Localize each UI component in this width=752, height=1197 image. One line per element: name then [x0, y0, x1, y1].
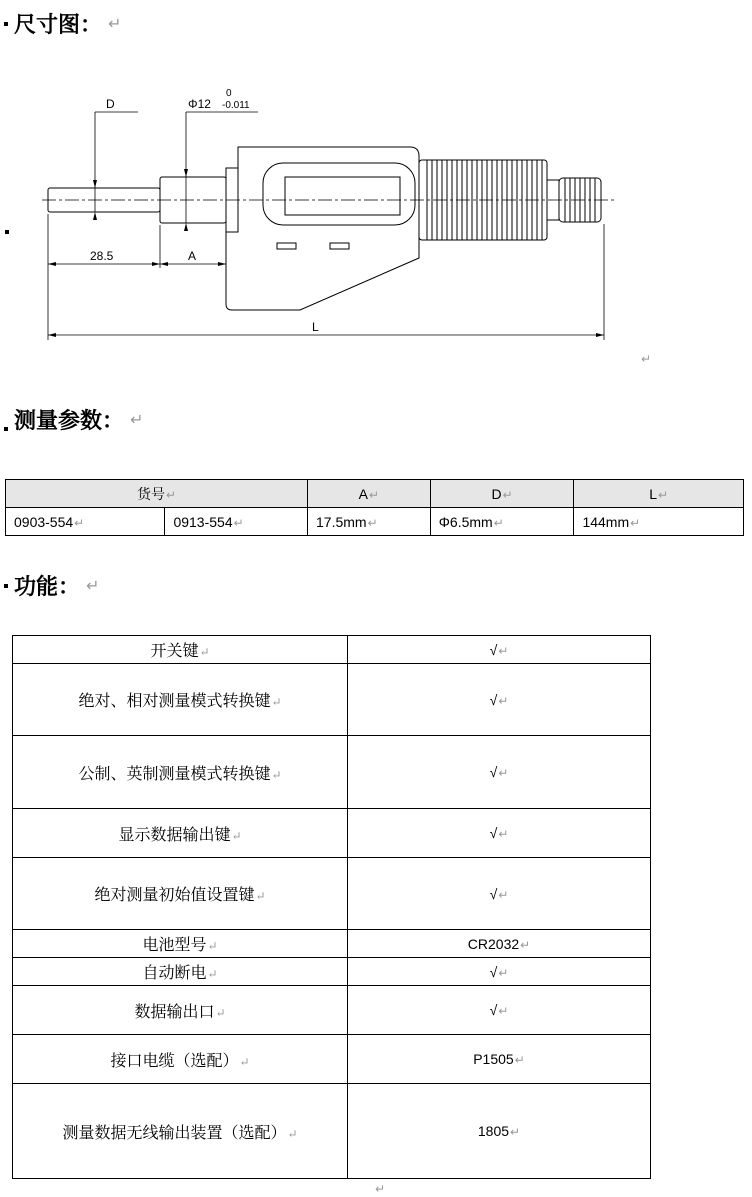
table-cell: 17.5mm↵ [308, 508, 431, 536]
features-heading [4, 570, 99, 601]
table-row [13, 809, 651, 858]
return-mark-icon: ↵ [108, 14, 122, 33]
button-shape [277, 243, 296, 249]
params-heading [4, 404, 143, 435]
return-mark-icon: ↵ [641, 352, 652, 366]
feature-value: √↵ [348, 858, 651, 930]
feature-value: √↵ [348, 636, 651, 664]
label-d: D [106, 97, 115, 111]
table-row [13, 636, 651, 664]
body-shape [226, 147, 419, 310]
feature-name: 数据输出口↵ [13, 986, 348, 1035]
label-phi: Φ12 [188, 97, 211, 111]
table-row [13, 1084, 651, 1179]
button-shape [330, 243, 349, 249]
bullet-icon [4, 22, 8, 26]
feature-name: 自动断电↵ [13, 958, 348, 986]
label-28-5: 28.5 [90, 249, 114, 263]
tolerance-lower: -0.011 [222, 100, 250, 111]
micrometer-drawing [0, 76, 752, 376]
feature-name: 开关键↵ [13, 636, 348, 664]
table-row [13, 930, 651, 958]
dimensions-title: 尺寸图： [14, 13, 103, 38]
params-title: 测量参数： [14, 409, 125, 434]
return-mark-icon: ↵ [375, 1182, 386, 1196]
bullet-icon [4, 584, 8, 588]
table-row [13, 664, 651, 736]
tolerance-upper: 0 [226, 88, 232, 99]
feature-name: 公制、英制测量模式转换键↵ [13, 736, 348, 809]
table-row [6, 508, 744, 536]
header-cell-l: L↵ [574, 480, 744, 508]
feature-name: 绝对测量初始值设置键↵ [13, 858, 348, 930]
table-row [13, 858, 651, 930]
table-row [13, 958, 651, 986]
feature-value: √↵ [348, 736, 651, 809]
dimensions-heading [4, 8, 121, 39]
table-row [13, 986, 651, 1035]
feature-value: √↵ [348, 958, 651, 986]
table-row [13, 1035, 651, 1084]
feature-name: 接口电缆（选配）↵ [13, 1035, 348, 1084]
feature-name: 绝对、相对测量模式转换键↵ [13, 664, 348, 736]
header-cell-item-no: 货号↵ [6, 480, 308, 508]
table-row [13, 736, 651, 809]
feature-value: √↵ [348, 809, 651, 858]
feature-value: √↵ [348, 664, 651, 736]
feature-value: P1505↵ [348, 1035, 651, 1084]
label-a: A [188, 249, 197, 263]
return-mark-icon: ↵ [86, 576, 100, 595]
table-cell: 0913-554↵ [165, 508, 308, 536]
feature-name: 显示数据输出键↵ [13, 809, 348, 858]
header-cell-a: A↵ [308, 480, 431, 508]
feature-value: √↵ [348, 986, 651, 1035]
feature-name: 测量数据无线输出装置（选配）↵ [13, 1084, 348, 1179]
feature-name: 电池型号↵ [13, 930, 348, 958]
header-cell-d: D↵ [430, 480, 574, 508]
table-cell: 0903-554↵ [6, 508, 165, 536]
params-table [5, 479, 744, 536]
features-table [12, 635, 651, 1179]
table-header-row [6, 480, 744, 508]
return-mark-icon: ↵ [130, 410, 144, 429]
table-cell: Φ6.5mm↵ [430, 508, 574, 536]
feature-value: CR2032↵ [348, 930, 651, 958]
bullet-icon [4, 427, 8, 431]
display-frame [263, 163, 415, 225]
label-l: L [312, 320, 319, 334]
table-cell: 144mm↵ [574, 508, 744, 536]
features-title: 功能： [14, 575, 81, 600]
feature-value: 1805↵ [348, 1084, 651, 1179]
display-screen [285, 177, 400, 215]
